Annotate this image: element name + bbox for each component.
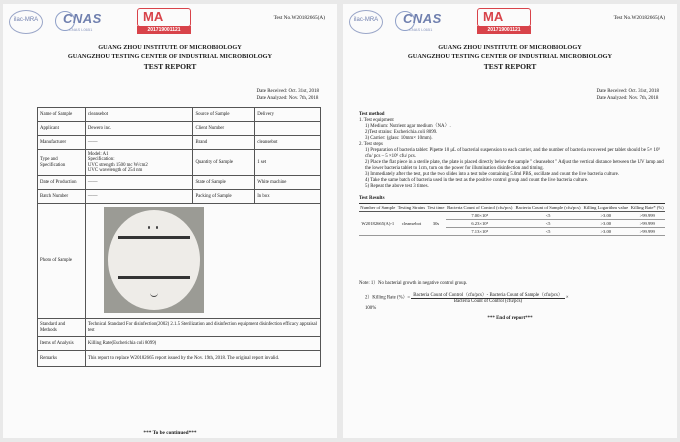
end-of-report: *** End of report*** — [487, 316, 533, 321]
table-header-row: Number of Sample Testing Strains Test time Bacteria Count of Control (cfu/pcs) Bacteria Count of Sample (cfu/pcs) Killing Logarithm value Killing Rate* (%) — [360, 205, 664, 210]
testing-center-name: GUANGZHOU TESTING CENTER OF INDUSTRIAL MICROBIOLOGY — [67, 53, 273, 60]
table-row: Manufacturer —— Brand cleansebot — [38, 136, 321, 150]
note-1: Note: 1）No bacterial growth in negative control group. — [359, 281, 468, 286]
cma-logo: MA 201719001121 — [137, 8, 191, 34]
table-row: Photo of Sample — [38, 204, 321, 319]
test-number: Test No.W20182665(A) — [273, 15, 325, 21]
table-row: Type and Specification Model: A1 Specification: UVC strength 1500 mc W/cm2 UVC wavelength of 254 nm Quantity of Sample 1 set — [38, 150, 321, 176]
results-table — [359, 203, 665, 236]
test-method-section: Test method 1. Test equipment 1) Medium: Nutrient agar medium（NA）. 2)Test strains: Escherichia.coli 8099. 3) Carrier: (glass: 10mm× 10mm). 2. Test steps 1) Preparation of bacteria tablet: Pipette 10 μL of bacterial suspension to each carrier, and the number of bacteria recovered per tablet should be 5× 10⁵ cfu/ pcs – 5 ×10⁶ cfu/ pcs. 2) Place the flat piece in a sterile plate, the plate is placed directly below the sample " cleansebot " Adjust the vertical distance between the UV lamp and the lower bacteria tablet to 1cm, turn on the power for illumination disinfection and timing. 3) Immediately after the test, put the two slides into a test tube containing 5.0ml PBS, oscillate and count the live bacteria culture. 4) Take the same batch of bacteria used in the test as the positive control group and count the live bacteria culture. 5) Repeat the above test 3 times. — [359, 112, 664, 189]
table-row: Date of Production —— State of Sample White machine — [38, 176, 321, 190]
table-row: W20182665(A)-1 cleansebot 30s 7.00×10⁵ <5 >3.00 >99.999 — [359, 212, 665, 220]
sample-photo-cell — [85, 204, 320, 319]
cma-logo: MA 201719001121 — [477, 8, 531, 34]
section-heading: Test method — [359, 112, 385, 117]
table-row: Remarks This report to replace W20182665 report issued by the Nov. 19th, 2018. The original report invalid. — [38, 351, 321, 367]
cnas-logo: CNAS CNAS L0651 — [55, 8, 121, 34]
report-dates — [597, 88, 659, 102]
table-row: Name of Sample cleansebot Source of Sample Delivery — [38, 108, 321, 122]
report-title: TEST REPORT — [143, 62, 197, 71]
continued-note: *** To be continued*** — [143, 430, 197, 436]
date-received: Date Received: Oct. 31st, 2018 — [256, 89, 319, 94]
sample-photo — [104, 207, 204, 313]
report-title: TEST REPORT — [483, 62, 537, 71]
accreditation-logos — [349, 8, 549, 36]
ilac-mra-logo: ilac-MRA — [349, 10, 383, 34]
cnas-logo: CNAS CNAS L0651 — [395, 8, 461, 34]
sample-info-table — [37, 107, 321, 367]
ilac-mra-logo: ilac-MRA — [9, 10, 43, 34]
table-row: Standard and Methods Technical Standard For disinfection(2002) 2.1.5 Sterilization and disinfection equipment disinfection efficacy appraisal test — [38, 319, 321, 337]
date-analyzed: Date Analyzed: Nov. 7th, 2018 — [256, 96, 319, 101]
test-number: Test No.W20182665(A) — [613, 15, 665, 21]
institute-name: GUANG ZHOU INSTITUTE OF MICROBIOLOGY — [438, 44, 582, 51]
report-page-2 — [343, 4, 677, 438]
results-heading: Test Results — [359, 196, 385, 201]
report-page-1 — [3, 4, 337, 438]
testing-center-name: GUANGZHOU TESTING CENTER OF INDUSTRIAL MICROBIOLOGY — [407, 53, 613, 60]
killing-rate-formula: 2）Killing Rate (%）= Bacteria Count of Control（cfu/pcs）- Bacteria Count of Sample（cfu/pcs） Bacteria Count of Control (cfu/pcs) × — [365, 293, 569, 304]
date-analyzed: Date Analyzed: Nov. 7th, 2018 — [596, 96, 659, 101]
report-dates — [257, 88, 319, 102]
table-row: 6.23×10⁵ <5 >3.00 >99.999 — [359, 220, 665, 228]
table-row: Applicant Dewero inc. Client Number — [38, 122, 321, 136]
institute-name: GUANG ZHOU INSTITUTE OF MICROBIOLOGY — [98, 44, 242, 51]
table-row: Items of Analysis Killing Rate(Escherichia coli 8099) — [38, 337, 321, 351]
date-received: Date Received: Oct. 31st, 2018 — [596, 89, 659, 94]
table-row: Batch Number —— Packing of Sample In box — [38, 190, 321, 204]
accreditation-logos — [9, 8, 209, 36]
table-row: 7.13×10⁵ <5 >3.00 >99.999 — [359, 228, 665, 236]
formula-percent: 100% — [365, 306, 377, 311]
